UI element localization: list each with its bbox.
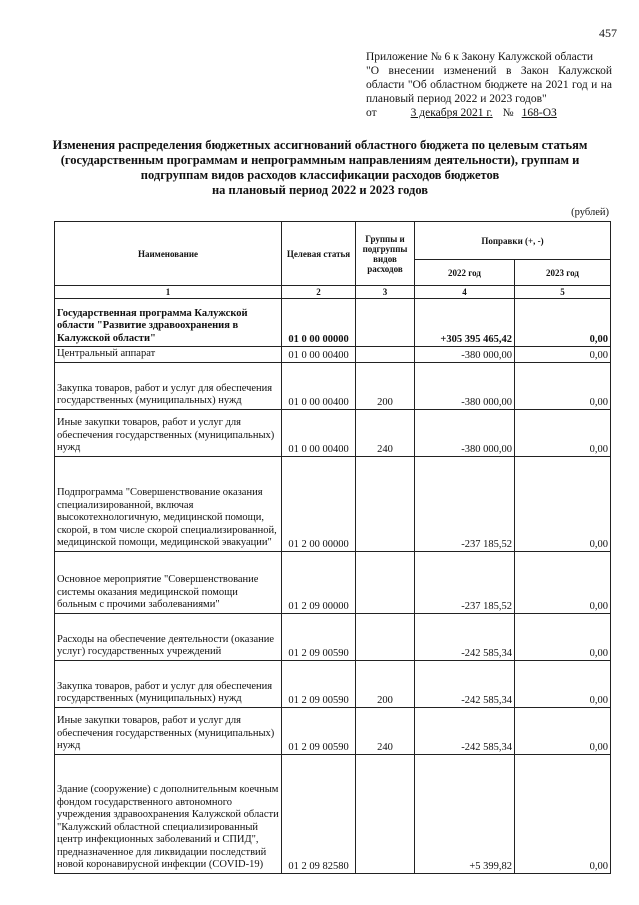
row-name: Расходы на обеспечение деятельности (оказание услуг) государственных учреждений (55, 613, 282, 660)
row-amount-2023: 0,00 (515, 660, 611, 707)
row-target-article: 01 2 09 82580 (282, 754, 356, 873)
row-amount-2022: -380 000,00 (415, 362, 515, 409)
row-expense-group (356, 613, 415, 660)
row-expense-group: 200 (356, 660, 415, 707)
column-index: 4 (415, 286, 515, 299)
row-amount-2023: 0,00 (515, 362, 611, 409)
row-name: Основное мероприятие "Совершенствование системы оказания медицинской помощи больным с прочими заболеваниями" (55, 551, 282, 613)
table-row (55, 456, 611, 551)
law-from-label: от (366, 107, 377, 119)
row-target-article: 01 0 00 00400 (282, 347, 356, 363)
row-amount-2023: 0,00 (515, 754, 611, 873)
row-amount-2023: 0,00 (515, 551, 611, 613)
column-index: 2 (282, 286, 356, 299)
appendix-note (366, 50, 612, 120)
row-expense-group (356, 347, 415, 363)
law-date: 3 декабря 2021 г. (410, 107, 493, 119)
budget-table (54, 221, 611, 874)
header-year-2023: 2023 год (515, 260, 611, 286)
table-row (55, 347, 611, 363)
row-target-article: 01 2 00 00000 (282, 456, 356, 551)
appendix-line-1: Приложение № 6 к Закону Калужской области (366, 51, 594, 63)
page-number: 457 (599, 26, 617, 40)
title-line-2: (государственным программам и непрограммным направлениям деятельности), группам и (60, 153, 580, 167)
row-expense-group: 240 (356, 707, 415, 754)
table-row (55, 551, 611, 613)
appendix-line-3: области "Об областном бюджете на 2021 год и на (366, 79, 612, 91)
units-label: (рублей) (571, 207, 609, 218)
row-amount-2022: -237 185,52 (415, 456, 515, 551)
header-expense-groups: Группы и подгруппы видов расходов (356, 222, 415, 286)
row-name: Иные закупки товаров, работ и услуг для обеспечения государственных (муниципальных) нужд (55, 409, 282, 456)
row-name: Подпрограмма "Совершенствование оказания специализированной, включая высокотехнологичную, медицинской помощи, скорой, в том числе скорой специализированной, медицинской помощи, медицинской эвакуации" (55, 456, 282, 551)
row-amount-2023: 0,00 (515, 456, 611, 551)
table-row (55, 707, 611, 754)
column-index: 3 (356, 286, 415, 299)
title-line-4: на плановый период 2022 и 2023 годов (211, 183, 429, 197)
row-name: Закупка товаров, работ и услуг для обеспечения государственных (муниципальных) нужд (55, 362, 282, 409)
row-amount-2022: +305 395 465,42 (415, 299, 515, 347)
row-name: Государственная программа Калужской области "Развитие здравоохранения в Калужской области" (55, 299, 282, 347)
row-expense-group: 240 (356, 409, 415, 456)
table-row (55, 754, 611, 873)
law-number: 168-ОЗ (521, 107, 557, 119)
table-row (55, 409, 611, 456)
row-name: Закупка товаров, работ и услуг для обеспечения государственных (муниципальных) нужд (55, 660, 282, 707)
row-amount-2022: +5 399,82 (415, 754, 515, 873)
header-year-2022: 2022 год (415, 260, 515, 286)
row-amount-2022: -380 000,00 (415, 347, 515, 363)
row-name: Иные закупки товаров, работ и услуг для обеспечения государственных (муниципальных) нужд (55, 707, 282, 754)
row-name: Центральный аппарат (55, 347, 282, 363)
header-target-article: Целевая статья (282, 222, 356, 286)
table-row (55, 660, 611, 707)
table-row (55, 362, 611, 409)
row-amount-2022: -242 585,34 (415, 707, 515, 754)
row-target-article: 01 0 00 00400 (282, 362, 356, 409)
law-signature-line (366, 106, 612, 120)
column-index: 5 (515, 286, 611, 299)
appendix-line-2: "О внесении изменений в Закон Калужской (366, 65, 612, 77)
document-title (40, 138, 600, 198)
row-amount-2023: 0,00 (515, 707, 611, 754)
header-name: Наименование (55, 222, 282, 286)
row-expense-group (356, 299, 415, 347)
row-amount-2023: 0,00 (515, 613, 611, 660)
row-expense-group (356, 456, 415, 551)
row-target-article: 01 0 00 00000 (282, 299, 356, 347)
row-amount-2022: -242 585,34 (415, 660, 515, 707)
row-target-article: 01 0 00 00400 (282, 409, 356, 456)
row-amount-2022: -237 185,52 (415, 551, 515, 613)
row-amount-2023: 0,00 (515, 347, 611, 363)
title-line-3: подгруппам видов расходов классификации расходов бюджетов (140, 168, 500, 182)
row-expense-group (356, 551, 415, 613)
row-amount-2023: 0,00 (515, 409, 611, 456)
row-target-article: 01 2 09 00000 (282, 551, 356, 613)
row-amount-2023: 0,00 (515, 299, 611, 347)
row-expense-group (356, 754, 415, 873)
row-target-article: 01 2 09 00590 (282, 613, 356, 660)
column-index: 1 (55, 286, 282, 299)
row-amount-2022: -242 585,34 (415, 613, 515, 660)
row-expense-group: 200 (356, 362, 415, 409)
row-target-article: 01 2 09 00590 (282, 660, 356, 707)
table-row (55, 613, 611, 660)
law-number-sign: № (502, 107, 514, 119)
header-amendments: Поправки (+, -) (415, 222, 611, 260)
row-name: Здание (сооружение) с дополнительным коечным фондом государственного автономного учреждения здравоохранения Калужской области "Калужский областной специализированный центр инфекционных заболеваний и СПИД", предназначенное для ликвидации последствий новой коронавирусной инфекции (COVID-19) (55, 754, 282, 873)
table-row (55, 299, 611, 347)
row-amount-2022: -380 000,00 (415, 409, 515, 456)
appendix-line-4: плановый период 2022 и 2023 годов" (366, 93, 547, 105)
title-line-1: Изменения распределения бюджетных ассигнований областного бюджета по целевым статьям (52, 138, 588, 152)
row-target-article: 01 2 09 00590 (282, 707, 356, 754)
